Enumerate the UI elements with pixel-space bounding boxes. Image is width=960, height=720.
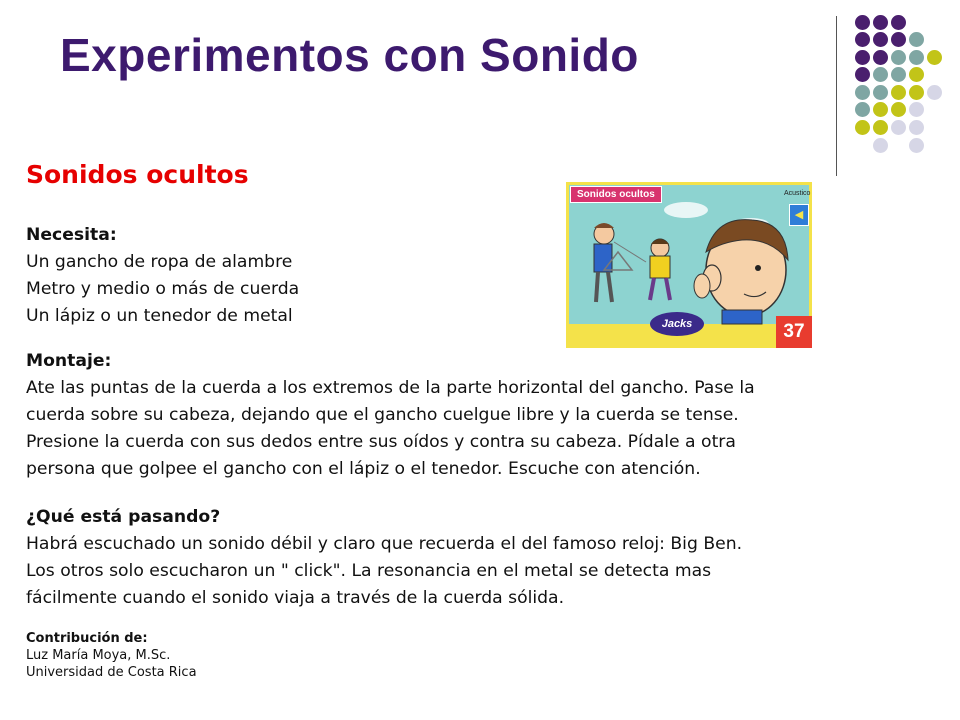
card-number: 37 (776, 316, 812, 348)
vertical-divider (836, 16, 837, 176)
decorative-dot-grid (0, 0, 960, 160)
card-title-label: Sonidos ocultos (570, 186, 662, 203)
decor-dot (909, 85, 924, 100)
decor-dot (855, 102, 870, 117)
explanation-line: fácilmente cuando el sonido viaja a través de la cuerda sólida. (26, 588, 565, 608)
credits-heading: Contribución de: (26, 631, 148, 646)
decor-dot (873, 138, 888, 153)
decor-dot (855, 67, 870, 82)
setup-line: Ate las puntas de la cuerda a los extremos de la parte horizontal del gancho. Pase la (26, 378, 755, 398)
decor-dot (855, 120, 870, 135)
decor-dot (873, 67, 888, 82)
decor-dot (855, 32, 870, 47)
setup-heading: Montaje: (26, 351, 112, 371)
decor-dot (891, 120, 906, 135)
decor-dot (891, 32, 906, 47)
speaker-icon: ◀ (789, 204, 809, 226)
decor-dot (927, 85, 942, 100)
decor-dot (909, 32, 924, 47)
explanation-line: Los otros solo escucharon un " click". La resonancia en el metal se detecta mas (26, 561, 712, 581)
decor-dot (891, 85, 906, 100)
credits-institution: Universidad de Costa Rica (26, 665, 197, 680)
needs-item: Un gancho de ropa de alambre (26, 252, 293, 272)
needs-item: Un lápiz o un tenedor de metal (26, 306, 293, 326)
decor-dot (909, 102, 924, 117)
decor-dot (873, 32, 888, 47)
credits-block (26, 630, 197, 681)
setup-line: Presione la cuerda con sus dedos entre sus oídos y contra su cabeza. Pídale a otra (26, 432, 736, 452)
setup-line: persona que golpee el gancho con el lápiz o el tenedor. Escuche con atención. (26, 459, 701, 479)
decor-dot (891, 50, 906, 65)
decor-dot (855, 85, 870, 100)
decor-dot (909, 120, 924, 135)
credits-name: Luz María Moya, M.Sc. (26, 648, 171, 663)
explanation-line: Habrá escuchado un sonido débil y claro que recuerda el del famoso reloj: Big Ben. (26, 534, 743, 554)
decor-dot (873, 120, 888, 135)
decor-dot (891, 67, 906, 82)
decor-dot (891, 102, 906, 117)
decor-dot (855, 50, 870, 65)
needs-item: Metro y medio o más de cuerda (26, 279, 300, 299)
decor-dot (873, 102, 888, 117)
explanation-heading: ¿Qué está pasando? (26, 507, 221, 527)
decor-dot (909, 50, 924, 65)
jacks-logo: Jacks (650, 312, 704, 336)
slide-title: Experimentos con Sonido (60, 29, 639, 81)
setup-line: cuerda sobre su cabeza, dejando que el gancho cuelgue libre y la cuerda se tense. (26, 405, 739, 425)
decor-dot (891, 15, 906, 30)
decor-dot (855, 15, 870, 30)
setup-block (26, 348, 946, 483)
decor-dot (873, 15, 888, 30)
card-category-label: Acustico (784, 190, 811, 197)
decor-dot (873, 85, 888, 100)
experiment-card-illustration (566, 182, 812, 348)
decor-dot (909, 138, 924, 153)
needs-heading: Necesita: (26, 225, 117, 245)
decor-dot (909, 67, 924, 82)
explanation-block (26, 504, 946, 612)
decor-dot (927, 50, 942, 65)
decor-dot (873, 50, 888, 65)
section-subtitle: Sonidos ocultos (26, 160, 249, 189)
